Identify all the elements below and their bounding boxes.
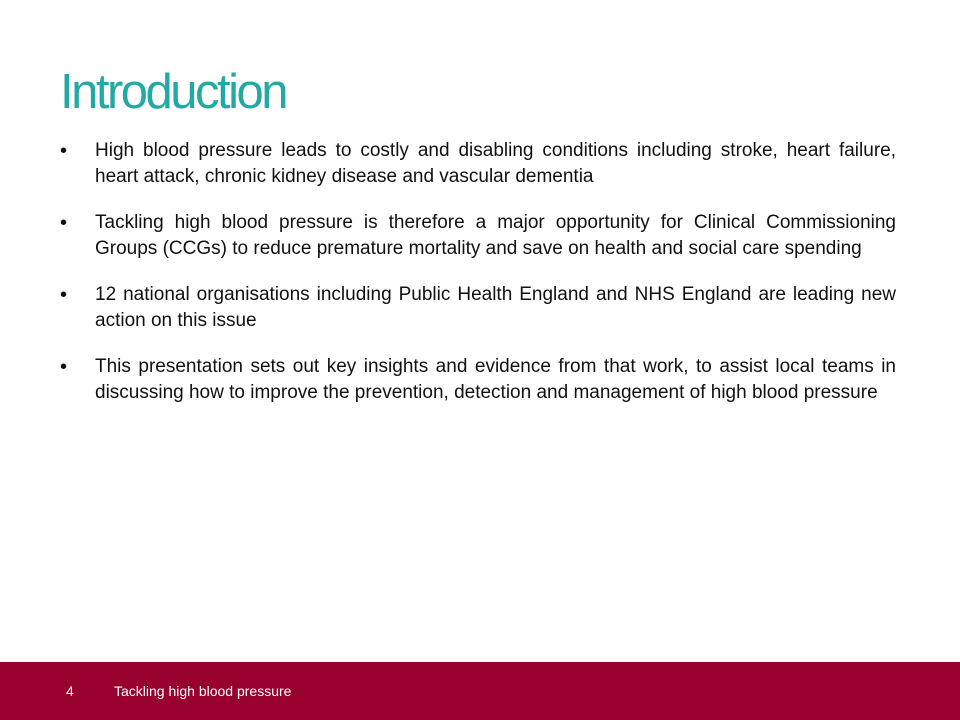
bullet-item [60, 282, 896, 334]
bullet-icon: • [60, 356, 68, 378]
bullet-icon: • [60, 212, 68, 234]
bullet-icon: • [60, 284, 68, 306]
bullet-item [60, 354, 896, 406]
bullet-item [60, 138, 896, 190]
page-number: 4 [66, 683, 74, 699]
bullet-list [60, 138, 896, 426]
footer-bar [0, 662, 960, 720]
bullet-text: High blood pressure leads to costly and disabling conditions including stroke, heart failure, heart attack, chronic kidney disease and vascular dementia [95, 140, 896, 187]
bullet-icon: • [60, 140, 68, 162]
slide-title: Introduction [60, 65, 287, 119]
footer-title: Tackling high blood pressure [114, 683, 292, 699]
bullet-item [60, 210, 896, 262]
bullet-text: 12 national organisations including Public Health England and NHS England are leading new action on this issue [95, 284, 896, 331]
bullet-text: Tackling high blood pressure is therefore a major opportunity for Clinical Commissioning Groups (CCGs) to reduce premature mortality and save on health and social care spending [95, 212, 896, 259]
bullet-text: This presentation sets out key insights and evidence from that work, to assist local teams in discussing how to improve the prevention, detection and management of high blood pressure [95, 356, 896, 403]
